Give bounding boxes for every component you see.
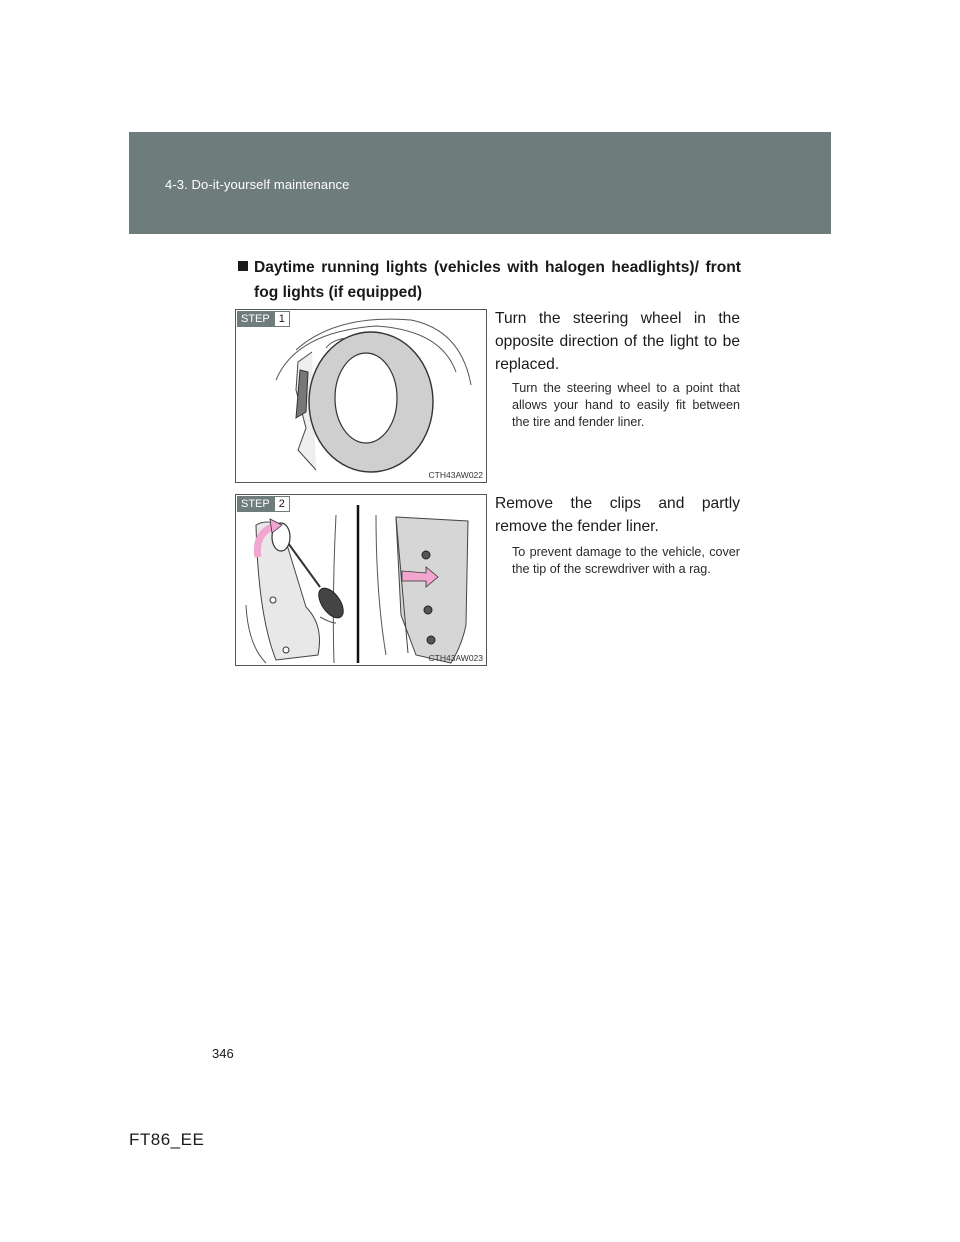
step2-instruction: Remove the clips and partly remove the fender liner. <box>495 495 740 535</box>
step-number: 2 <box>274 496 290 512</box>
step-label: STEP <box>237 311 274 327</box>
document-code: FT86_EE <box>129 1130 205 1149</box>
heading-text: Daytime running lights (vehicles with halogen headlights)/ front fog lights (if equipped) <box>254 259 741 301</box>
step1-instruction: Turn the steering wheel in the opposite direction of the light to be replaced. <box>495 310 740 373</box>
step1-note: Turn the steering wheel to a point that allows your hand to easily fit between the tire and fender liner. <box>512 381 740 429</box>
section-title: 4-3. Do-it-yourself maintenance <box>165 177 350 192</box>
step2-badge <box>237 496 290 512</box>
step1-badge <box>237 311 290 327</box>
page-number: 346 <box>212 1046 234 1061</box>
chapter-header-band <box>129 132 831 234</box>
clip-removal-illustration <box>236 495 486 665</box>
square-bullet-icon <box>238 261 248 271</box>
figure-code: CTH43AW022 <box>428 470 483 480</box>
step-number: 1 <box>274 311 290 327</box>
figure-code: CTH43AW023 <box>428 653 483 663</box>
step2-note: To prevent damage to the vehicle, cover the tip of the screwdriver with a rag. <box>512 545 740 576</box>
step1-figure <box>235 309 487 483</box>
step2-figure <box>235 494 487 666</box>
step-label: STEP <box>237 496 274 512</box>
tire-fender-illustration <box>236 310 486 482</box>
subsection-heading <box>238 255 741 305</box>
